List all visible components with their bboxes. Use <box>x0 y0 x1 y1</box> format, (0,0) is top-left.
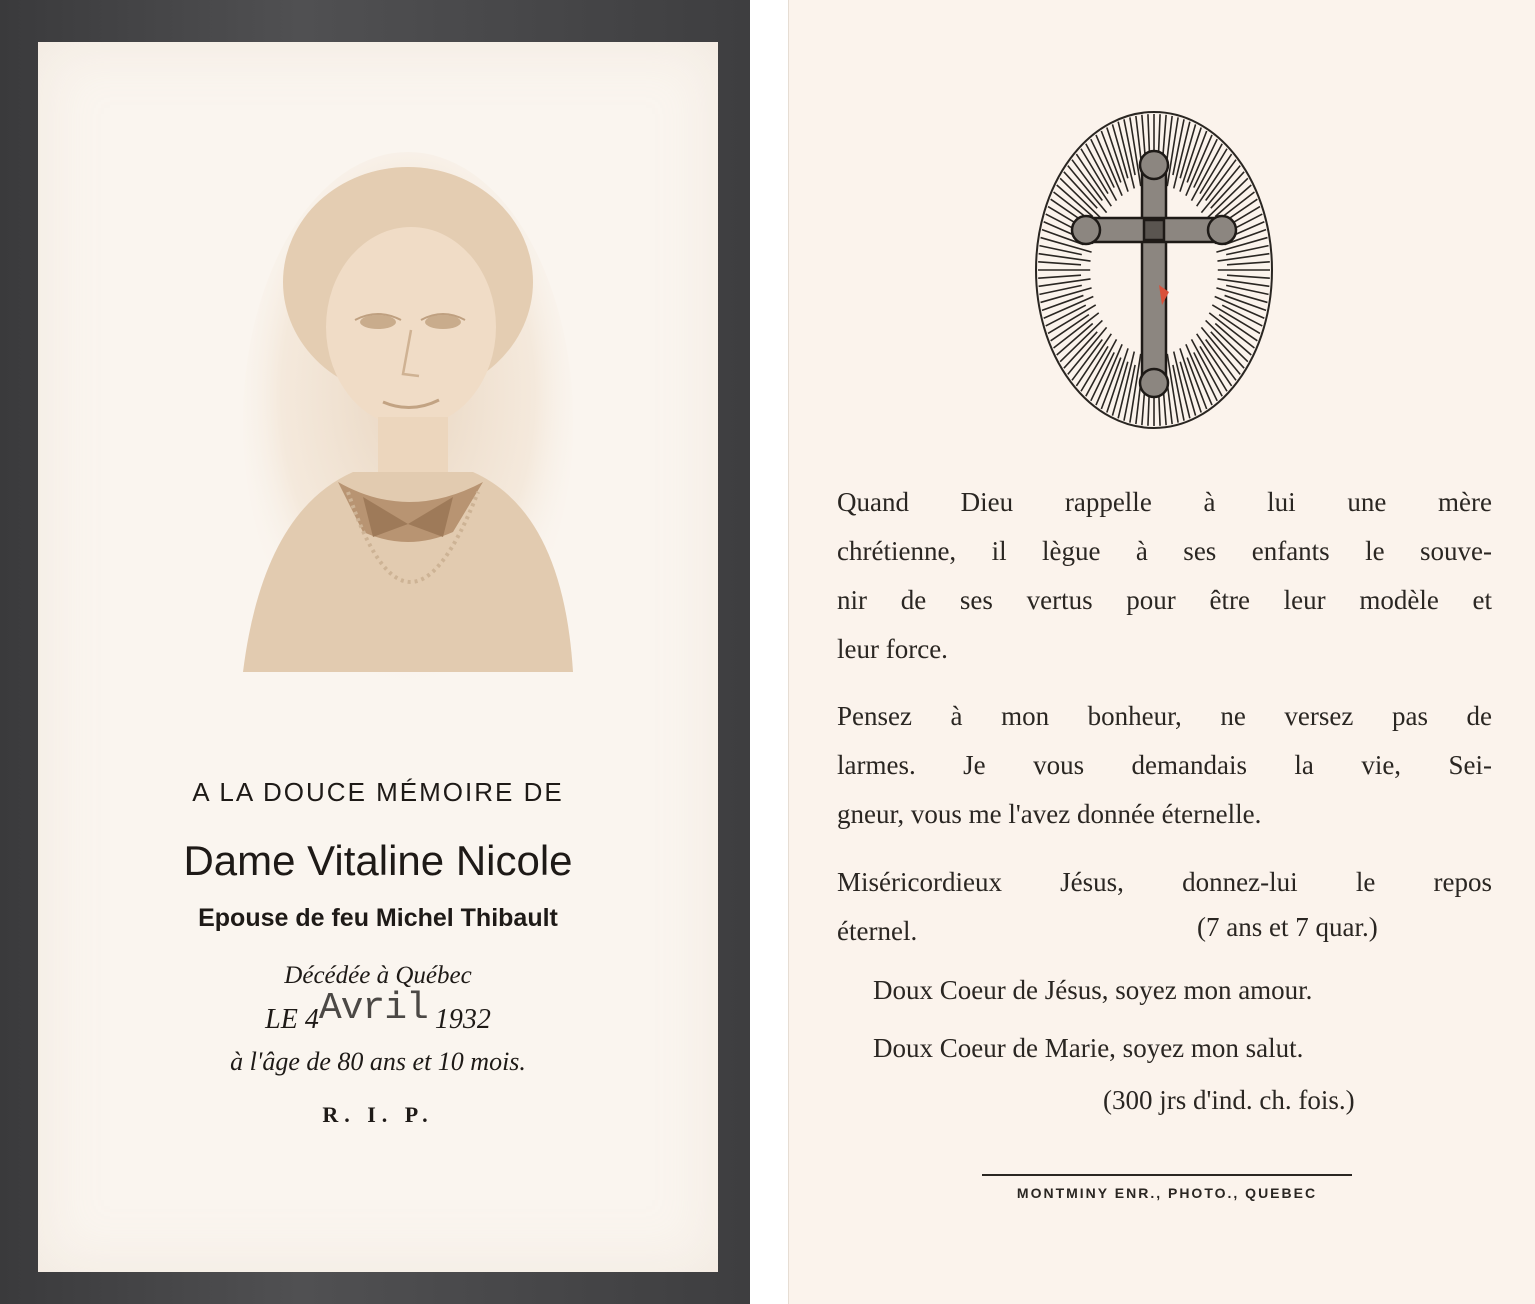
age-line: à l'âge de 80 ans et 10 mois. <box>230 1047 526 1076</box>
ray-line <box>1039 279 1091 286</box>
verse-heart-mary: Doux Coeur de Marie, soyez mon salut. <box>873 1033 1304 1063</box>
verse-line: Miséricordieux Jésus, donnez-lui le repos <box>837 867 1492 897</box>
verse-line: larmes. Je vous demandais la vie, Sei- <box>837 750 1492 780</box>
verse-line: Quand Dieu rappelle à lui une mère <box>837 487 1492 517</box>
card-front-paper <box>38 42 718 1272</box>
verse-line: gneur, vous me l'avez donnée éternelle. <box>837 799 1262 829</box>
verse-line: chrétienne, il lègue à ses enfants le souve- <box>837 536 1492 566</box>
ray-line <box>1227 275 1270 278</box>
printer-divider <box>982 1174 1352 1176</box>
ray-line <box>1048 305 1096 334</box>
date-month-stamp: Avril <box>318 987 428 1030</box>
memorial-card-front <box>0 0 750 1304</box>
ray-line <box>1107 348 1128 412</box>
rip-text: R. I. P. <box>322 1102 434 1127</box>
verse-sacred-heart: Doux Coeur de Jésus, soyez mon amour. <box>873 975 1313 1005</box>
cross-with-rays-icon <box>1034 110 1274 430</box>
printer-credit: MONTMINY ENR., PHOTO., QUEBEC <box>1016 1185 1318 1201</box>
verse-line: éternel. <box>837 916 918 946</box>
ray-line <box>1180 348 1201 412</box>
spouse-line: Epouse de feu Michel Thibault <box>198 904 558 932</box>
verse-happiness <box>837 692 1492 839</box>
ray-line <box>1180 127 1201 191</box>
verse-line: leur force. <box>837 634 948 664</box>
ray-line <box>1217 254 1269 261</box>
dedication-heading: A LA DOUCE MÉMOIRE DE <box>192 777 564 807</box>
deceased-name: Dame Vitaline Nicole <box>183 837 573 884</box>
verse-line: Pensez à mon bonheur, ne versez pas de <box>837 701 1492 731</box>
ray-line <box>1227 262 1270 265</box>
indulgence-note: (300 jrs d'ind. ch. fois.) <box>1103 1085 1355 1115</box>
death-date <box>38 987 718 1040</box>
verse-line: nir de ses vertus pour être leur modèle et <box>837 585 1492 615</box>
ray-line <box>1212 305 1260 334</box>
ray-line <box>1217 279 1269 286</box>
indulgence-note: (7 ans et 7 quar.) <box>1197 912 1378 942</box>
date-year: 1932 <box>434 1004 491 1035</box>
ray-line <box>1107 127 1128 191</box>
verse-prayer-jesus <box>837 858 1492 956</box>
ray-line <box>1038 262 1081 265</box>
ray-line <box>1039 254 1091 261</box>
verse-mother-memory <box>837 478 1492 674</box>
ray-line <box>1038 275 1081 278</box>
memorial-card-back <box>788 0 1535 1304</box>
portrait-photo <box>243 152 573 692</box>
date-prefix: LE 4 <box>265 1004 319 1035</box>
death-place: Décédée à Québec <box>284 962 472 989</box>
